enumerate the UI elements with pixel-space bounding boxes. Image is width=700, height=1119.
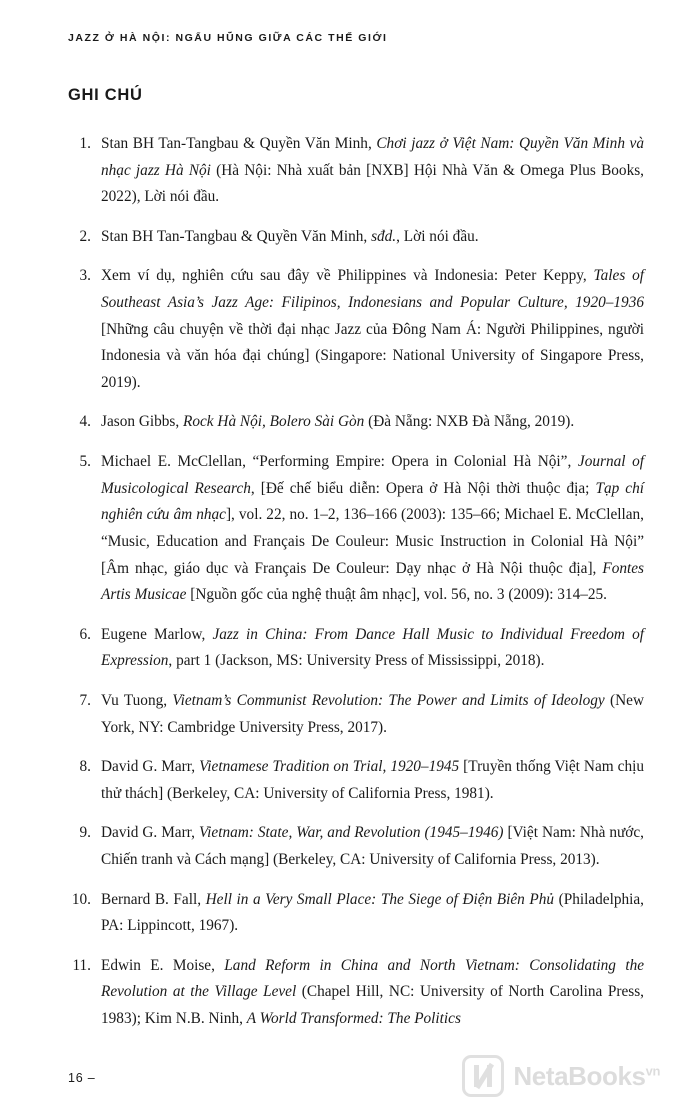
endnote-title-italic: Jazz in China: From Dance Hall Music to Individual Freedom of Expression	[101, 625, 645, 670]
endnote-text	[101, 758, 644, 802]
page-number: 16 –	[68, 1071, 96, 1085]
endnote-run: Vu Tuong,	[101, 691, 173, 709]
endnote-text	[101, 626, 644, 670]
endnote-item	[68, 263, 644, 396]
endnote-text	[101, 453, 644, 603]
endnote-title-italic: sđd.	[371, 227, 397, 245]
endnote-text	[101, 692, 644, 736]
endnote-title-italic: Vietnamese Tradition on Trial, 1920–1945	[199, 758, 460, 776]
watermark-suffix: vn	[645, 1062, 660, 1078]
endnote-item	[68, 953, 644, 1033]
endnote-run: Jason Gibbs,	[101, 413, 184, 431]
endnote-number: 5.	[79, 453, 91, 471]
endnote-text	[101, 957, 644, 1027]
endnote-title-italic: Journal of Musicological Research	[101, 453, 645, 497]
endnote-number: 1.	[79, 135, 91, 152]
endnote-run: [Truyền thống Việt Nam chịu thử thách] (Berkeley, CA: University of California Press, 1981).	[101, 758, 644, 802]
endnote-title-italic: Vietnam’s Communist Revolution: The Power and Limits of Ideology	[172, 691, 605, 709]
endnote-run: , part 1 (Jackson, MS: University Press of Mississippi, 2018).	[168, 652, 545, 670]
endnote-run: David G. Marr,	[101, 758, 200, 776]
endnote-run: , [Đế chế biểu diễn: Opera ở Hà Nội thời thuộc địa;	[250, 479, 596, 497]
endnote-number: 3.	[79, 267, 91, 285]
endnote-item	[68, 622, 644, 675]
endnote-title-italic: Vietnam: State, War, and Revolution (1945–1946)	[198, 824, 504, 842]
endnote-item	[68, 887, 644, 940]
endnote-run: ], vol. 22, no. 1–2, 136–166 (2003): 135–66; Michael E. McClellan, “Music, Education and Français De Couleur: Music Instruction in Colonial Hà Nội” [Âm nhạc, giáo dục và Français De Couleur: Dạy nhạc ở Hà Nội thuộc địa],	[101, 506, 644, 577]
endnote-title-italic: Tạp chí nghiên cứu âm nhạc	[101, 479, 644, 524]
endnote-number: 10.	[71, 890, 91, 908]
endnote-run: [Việt Nam: Nhà nước, Chiến tranh và Cách mạng] (Berkeley, CA: University of California Press, 2013).	[101, 824, 644, 869]
endnote-number: 11.	[72, 956, 91, 974]
endnote-number: 4.	[79, 413, 91, 431]
netabooks-logo-icon	[462, 1055, 504, 1097]
endnote-item	[68, 688, 644, 741]
logo-diagonal-stroke	[475, 1063, 494, 1089]
endnote-number: 2.	[79, 227, 91, 245]
endnote-title-italic: Hell in a Very Small Place: The Siege of Điện Biên Phủ	[205, 890, 555, 908]
endnote-text	[101, 413, 574, 430]
endnote-title-italic: Chơi jazz ở Việt Nam: Quyền Văn Minh và nhạc jazz Hà Nội	[101, 135, 644, 179]
endnote-item	[68, 754, 644, 807]
endnote-run: David G. Marr,	[101, 824, 199, 842]
endnote-run: Stan BH Tan-Tangbau & Quyền Văn Minh,	[101, 227, 372, 245]
endnote-run: Michael E. McClellan, “Performing Empire: Opera in Colonial Hà Nội”,	[101, 453, 578, 471]
endnotes-list	[68, 131, 644, 1033]
endnote-number: 7.	[79, 691, 91, 709]
endnote-run: (Philadelphia, PA: Lippincott, 1967).	[101, 890, 644, 935]
endnote-run: (Đà Nẵng: NXB Đà Nẵng, 2019).	[364, 413, 575, 431]
endnote-run: (Chapel Hill, NC: University of North Carolina Press, 1983); Kim N.B. Ninh,	[101, 983, 644, 1028]
endnote-text	[101, 135, 644, 205]
endnote-title-italic: Tales of Southeast Asia’s Jazz Age: Filipinos, Indonesians and Popular Culture, 1920–1936	[101, 267, 644, 312]
page-title: GHI CHÚ	[68, 86, 143, 104]
endnote-item	[68, 131, 644, 211]
endnote-text	[101, 824, 644, 868]
endnote-run: Bernard B. Fall,	[101, 890, 206, 908]
endnote-run: Stan BH Tan-Tangbau & Quyền Văn Minh,	[101, 135, 377, 152]
endnote-run: [Những câu chuyện về thời đại nhạc Jazz của Đông Nam Á: Người Philippines, người Indonesia và văn hóa đại chúng] (Singapore: National University of Singapore Press, 2019).	[101, 320, 644, 391]
endnote-text	[101, 267, 644, 390]
endnote-number: 6.	[79, 625, 91, 643]
endnote-run: (New York, NY: Cambridge University Press, 2017).	[101, 691, 644, 736]
running-head: JAZZ Ở HÀ NỘI: NGẨU HÚ̃NG GIỮA CÁC THẾ GIỚI	[68, 32, 388, 44]
endnote-title-italic: Fontes Artis Musicae	[101, 559, 644, 604]
endnote-number: 8.	[79, 758, 91, 776]
watermark-name: NetaBooks	[513, 1060, 646, 1091]
endnote-title-italic: Land Reform in China and North Vietnam: Consolidating the Revolution at the Village Level	[101, 956, 645, 1001]
endnote-run: Eugene Marlow,	[101, 625, 213, 643]
netabooks-watermark	[462, 1055, 660, 1097]
endnote-run: Edwin E. Moise,	[101, 956, 225, 974]
endnote-number: 9.	[79, 824, 91, 842]
endnote-item	[68, 449, 644, 609]
endnote-title-italic: A World Transformed: The Politics	[246, 1010, 461, 1028]
endnote-text	[101, 228, 479, 245]
watermark-text	[513, 1061, 660, 1092]
endnote-run: (Hà Nội: Nhà xuất bản [NXB] Hội Nhà Văn & Omega Plus Books, 2022), Lời nói đầu.	[101, 161, 645, 206]
endnote-item	[68, 820, 644, 873]
endnote-item	[68, 409, 644, 436]
endnote-title-italic: Rock Hà Nội, Bolero Sài Gòn	[183, 413, 365, 431]
endnote-run: , Lời nói đầu.	[396, 227, 479, 245]
endnote-text	[101, 891, 644, 935]
endnote-run: Xem ví dụ, nghiên cứu sau đây về Philippines và Indonesia: Peter Keppy,	[101, 267, 594, 285]
endnote-item	[68, 224, 644, 251]
endnote-run: [Nguồn gốc của nghệ thuậ̣t âm nhạc], vol. 56, no. 3 (2009): 314–25.	[186, 586, 607, 604]
